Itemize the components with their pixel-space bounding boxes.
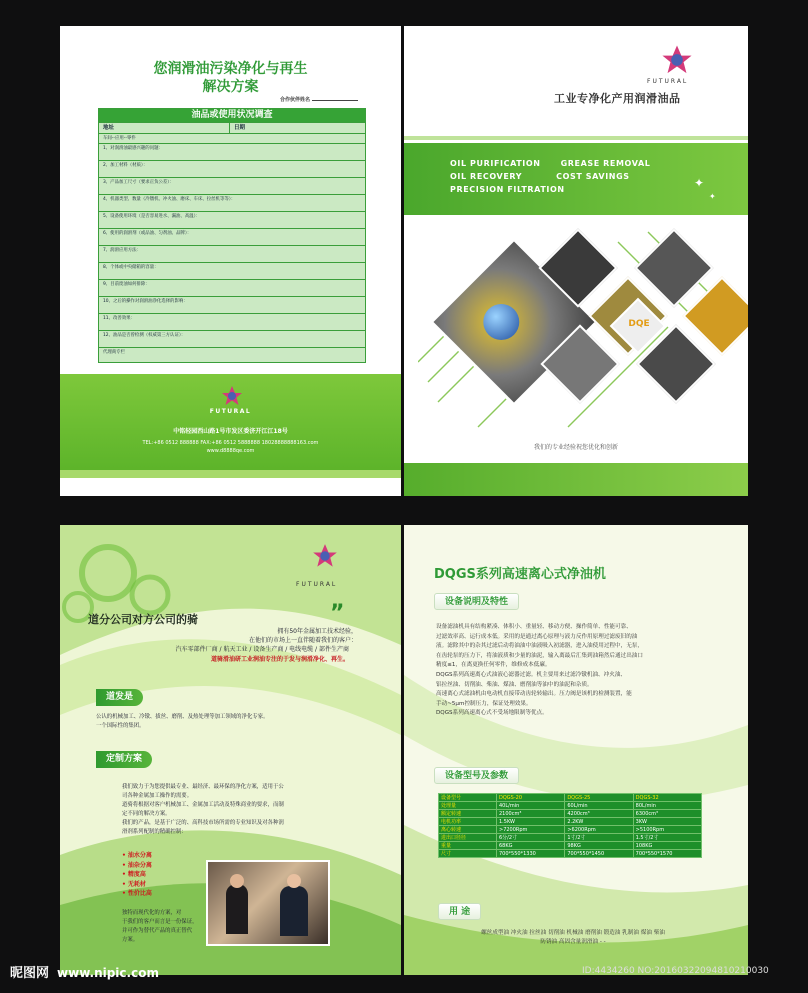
feature-bullets: • 油水分离 • 油杂分离 • 精度高 • 无耗材 • 性价比高: [122, 852, 152, 897]
sparkle-icon: ✦: [709, 192, 716, 201]
cover-bottom-band: [404, 463, 748, 496]
watermark-id: ID:4434260 NO:20160322094810210030: [582, 966, 769, 976]
feature-line-1: OIL PURIFICATION GREASE REMOVAL: [450, 159, 651, 168]
page-cover: [404, 26, 748, 496]
survey-row: 代理商专栏: [99, 347, 365, 362]
feature-line-2: OIL RECOVERY COST SAVINGS: [450, 172, 630, 181]
intro-line: 拥有50年金属加工技术经验，: [277, 628, 357, 635]
page-about: [60, 525, 401, 975]
page-survey: [60, 26, 401, 496]
survey-row: 12、油品是否曾检测（权威第三方认证）：: [99, 330, 365, 347]
custom-text: 我们致力于为您提供最专业、最经济、最环保的净化方案，适用于公 司各种金属加工操作的需要。 道骑将根据对客户机械加工、金属加工活动及特殊商业的要求，而制 定不同的解决方案。 我们的产品，是基于广泛的、高科技市场所需的专业知识及对各种润 滑剂系列配制的精确控制：: [122, 784, 284, 835]
survey-row: 9、目前废油如何排除：: [99, 279, 365, 296]
futural-logo-icon: [312, 543, 338, 569]
survey-row: 11、改善效果：: [99, 313, 365, 330]
watermark-logo: 昵图网 www.nipic.com: [10, 966, 159, 981]
spec-row: 尺寸 700*550*1330 700*550*1450 700*550*1570: [439, 850, 702, 858]
custom-tail-text: 独特而现代化的方案，对 于我们的客户而言是一份保证， 并可作为替代产品的真正替代 方案。: [122, 910, 198, 943]
sparkle-icon: ✦: [694, 176, 705, 190]
section-title-about: 道发是: [96, 689, 143, 706]
survey-row: 1、对润滑油最感兴趣的问题：: [99, 143, 365, 160]
cover-slogan: 我们的专业经验祝您优化和创新: [533, 444, 618, 451]
thin-stripe: [404, 136, 748, 140]
survey-table: [98, 108, 366, 363]
partner-name-field: 合作伙伴姓名: [280, 96, 358, 103]
product-title: DQGS系列高速离心式净油机: [434, 567, 606, 582]
survey-row: 2、加工材料（材质）：: [99, 160, 365, 177]
survey-header: 油品或使用状况调查: [99, 109, 365, 122]
futural-logo-icon: [661, 44, 693, 76]
futural-logo-icon: [221, 385, 243, 407]
survey-row: 5、设备使用环境（是否容易进水、漏油、高温）：: [99, 211, 365, 228]
survey-row: 7、润滑应用方法：: [99, 245, 365, 262]
brand-name: FUTURAL: [209, 408, 252, 415]
cover-subtitle: 工业专净化产用润滑油品: [554, 92, 681, 105]
business-meeting-photo: [206, 860, 330, 946]
brand-name: FUTURAL: [296, 581, 338, 588]
survey-head-row: 地址 日期: [99, 122, 365, 133]
product-description: 设备滤油机具有结构紧凑、体积小、重量轻、移动方便、操作简单、性能可靠、 过滤效率高、运行成本低。采用的是通过离心原理与液力反作用原理过滤废旧的油 液。滤除其中的杂其过滤后动将油油中油液吸入初滤器，进入油使用过程中，无泵， 在齿轮泵的压力下，将油液质和少量的油泥，输入离最后汇集到油箱然后通过出油口 精度≤1，在离更换任何零件，维修成本低廉。 DQGS系列高速离心式油液心滤器过滤。机主要用来过滤冷镦机油、冲火油、 铝拉丝油、切削油、柴油、煤油、磨削油等油中的油泥和杂质。 高速离心式滤油机由电动机直接带动齿轮转输出。压力阀是该机的检测装置，能 手动~5μm控制压力，保证处理效果。 DQGS系列高速离心式不受场地限制等优点。: [436, 624, 643, 717]
brand-name: FUTURAL: [647, 78, 689, 85]
spec-row: 离心转速 >7200Rpm >6200Rpm >5100Rpm: [439, 826, 702, 834]
survey-row: 4、机器类型、数量（冷镦机、冲火油、磨床、车床、拉丝机等等）：: [99, 194, 365, 211]
survey-title-line2: 解决方案: [202, 79, 259, 95]
address-line: 中铭轻园西山路1号市发区委济开江江18号: [173, 428, 288, 435]
intro-line-highlight: 道骑滑油研工业润油专注的于发与润滑净化、再生。: [210, 656, 349, 663]
web-line: www.d8888qe.com: [206, 448, 255, 454]
survey-title-line1: 您润滑油污染净化与再生: [153, 61, 308, 77]
spec-row: 重量 68KG 98KG 108KG: [439, 842, 702, 850]
usage-text: 螺丝成型油 冲火油 拉丝油 切削油 机械油 磨削油 锻造油 乳制油 煤油 柴油 防锈油 高固含量润滑油 - -: [481, 930, 665, 945]
spec-table: [438, 793, 702, 858]
quote-mark-icon: ”: [330, 601, 345, 626]
about-text: 公认的机械加工、冷镦、拔丝、磨削、及热处理等加工领域的净化专家。 一个国际性的集团。: [96, 714, 269, 729]
survey-row: 8、个体或中央储箱的容量：: [99, 262, 365, 279]
tag-spec: 设备型号及参数: [434, 767, 519, 784]
spec-row: 电机功率 1.5KW 2.2KW 3KW: [439, 818, 702, 826]
contact-line: TEL:+86 0512 888888 FAX:+86 0512 5888888 18028888888163.com: [142, 440, 319, 446]
section-title-custom: 定制方案: [96, 751, 152, 768]
survey-row: 车间--应用--零件: [99, 133, 365, 144]
footer-band-light: [60, 470, 401, 478]
spec-row: 额定转速 2100cm³ 4200cm³ 6300cm³: [439, 810, 702, 818]
tag-description: 设备说明及特性: [434, 593, 519, 610]
center-diamond-label: DQE: [628, 319, 650, 329]
about-headline: 道分公司对方公司的骑: [88, 613, 198, 626]
feature-line-3: PRECISION FILTRATION: [450, 185, 565, 194]
intro-line: 汽车零部件厂商 / 航天工业 / 设备生产商 / 电线电缆 / 部件生产商: [175, 646, 349, 653]
intro-line: 在他们的市场上一直伴随着我们的客户：: [248, 637, 357, 644]
spec-row: 进出口径径 6分/2寸 1寸/2寸 1.5寸/2寸: [439, 834, 702, 842]
survey-row: 6、使用的润滑剂（或品油、匀剂油、品牌）：: [99, 228, 365, 245]
page-product: [404, 525, 748, 975]
survey-row: 10、之后的操作对润滑油净化选择的影响：: [99, 296, 365, 313]
spec-row: 处理量 40L/min 60L/min 80L/min: [439, 802, 702, 810]
survey-row: 3、产品加工尺寸（要求正负公差）：: [99, 177, 365, 194]
tag-usage: 用 途: [438, 903, 481, 920]
spec-header-row: 设备型号 DQGS-20 DQGS-25 DQGS-32: [439, 794, 702, 802]
